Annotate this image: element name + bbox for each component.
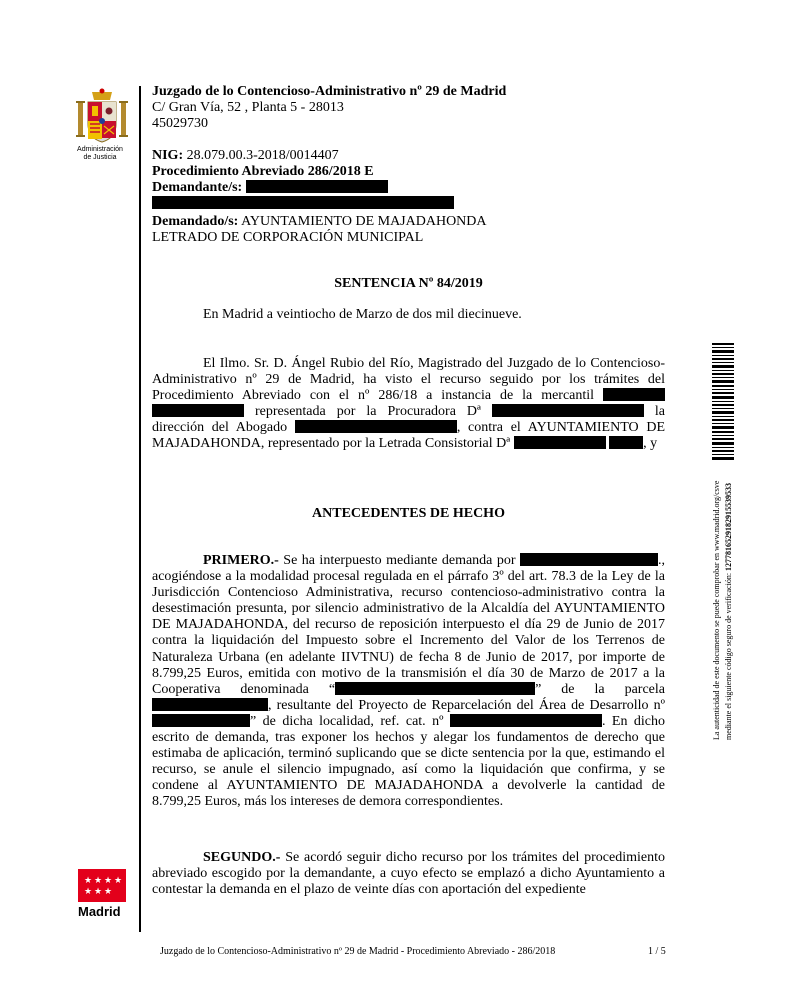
redaction — [152, 698, 268, 711]
verification-text: mediante el siguiente código seguro de verificación: — [724, 570, 733, 740]
intro-paragraph — [152, 356, 665, 453]
redaction — [295, 420, 457, 433]
sentence-title: SENTENCIA Nº 84/2019 — [334, 276, 483, 291]
plaintiff-line — [152, 180, 506, 196]
intro-text-4: , contra el AYUNTAMIENTO DE MAJADAHONDA, representado por la Letrada Consistorial Dª — [152, 420, 665, 452]
nig-label: NIG: — [152, 148, 184, 163]
logo-label-line1: Administración — [77, 146, 123, 153]
primero-text-3: ” de la parcela — [535, 681, 665, 697]
svg-text:★: ★ — [104, 887, 113, 897]
redaction — [335, 682, 535, 695]
svg-text:★: ★ — [84, 876, 93, 886]
coat-of-arms-icon — [76, 88, 128, 144]
administracion-justicia-label — [72, 146, 128, 162]
madrid-stars-icon — [78, 869, 126, 902]
redaction — [450, 714, 602, 727]
segundo-label: SEGUNDO.- — [203, 850, 281, 865]
primero-text-5: ” de dicha localidad, ref. cat. nº — [250, 713, 450, 729]
madrid-label: Madrid — [78, 904, 121, 919]
segundo-paragraph — [152, 850, 665, 898]
intro-text-5: , y — [643, 436, 658, 452]
primero-text-4: , resultante del Proyecto de Reparcelación del Área de Desarrollo nº — [268, 697, 665, 713]
primero-label: PRIMERO.- — [203, 553, 279, 568]
intro-text-2: representada por la Procuradora Dª — [244, 404, 492, 420]
nig-line — [152, 148, 506, 164]
defendant-line-2: LETRADO DE CORPORACIÓN MUNICIPAL — [152, 230, 424, 245]
redaction — [603, 388, 665, 401]
court-address: C/ Gran Vía, 52 , Planta 5 - 28013 — [152, 100, 344, 115]
svg-text:★: ★ — [84, 887, 93, 897]
intro-text-3: la dirección del Abogado — [152, 404, 665, 436]
logo-label-line2: de Justicia — [83, 154, 117, 161]
defendant-value: AYUNTAMIENTO DE MAJADAHONDA — [238, 214, 487, 229]
svg-text:★: ★ — [114, 876, 123, 886]
redaction — [492, 404, 644, 417]
redaction — [609, 436, 643, 449]
barcode-icon — [712, 343, 734, 461]
procedure-number: Procedimiento Abreviado 286/2018 E — [152, 164, 374, 179]
redaction — [246, 180, 388, 193]
intro-text-1: El Ilmo. Sr. D. Ángel Rubio del Río, Magistrado del Juzgado de lo Contencioso-Administrativo nº 29 de Madrid, ha visto el recurso seguido por los trámites del Procedimiento Abreviado con el nº 286/18 a instancia de la mercantil — [152, 356, 665, 404]
page-footer: Juzgado de lo Contencioso-Administrativo nº 29 de Madrid - Procedimiento Abreviado - 286/2018 — [160, 946, 556, 957]
plaintiff-line-2 — [152, 196, 506, 212]
svg-text:★: ★ — [104, 876, 113, 886]
defendant-label: Demandado/s: — [152, 214, 239, 229]
svg-text:★: ★ — [94, 876, 103, 886]
date-line: En Madrid a veintiocho de Marzo de dos mil diecinueve. — [203, 307, 522, 322]
verification-line-2 — [724, 483, 733, 740]
segundo-text: Se acordó seguir dicho recurso por los trámites del procedimiento abreviado escogido por la demandante, a cuyo efecto se emplazó a dicho Ayuntamiento a contestar la demanda en el plazo de veinte días con aportación del expediente — [152, 850, 665, 898]
page-number: 1 / 5 — [648, 946, 666, 957]
antecedentes-heading: ANTECEDENTES DE HECHO — [312, 506, 505, 521]
court-code: 45029730 — [152, 116, 208, 131]
primero-text-1: Se ha interpuesto mediante demanda por — [278, 553, 520, 568]
redaction — [152, 404, 244, 417]
redaction — [514, 436, 606, 449]
verification-line-1: La autenticidad de este documento se puede comprobar en www.madrid.org/csve — [712, 480, 721, 740]
primero-text-6: . En dicho escrito de demanda, tras exponer los hechos y alegar los fundamentos de derecho que estimaba de aplicación, terminó suplicando que se dicte sentencia por la que, estimando el recurso, se anule el silencio impugnado, así como la liquidación que confirma, y se condene al AYUNTAMIENTO DE MAJADAHONDA a devolverle la cantidad de 8.799,25 Euros, más los intereses de demora correspondientes. — [152, 713, 665, 810]
primero-text-2: ., acogiéndose a la modalidad procesal regulada en el párrafo 3º del art. 78.3 de la Ley de la Jurisdicción Contencioso Administrativa, recurso contencioso-administrativo contra la desestimación presunta, por silencio administrativo de la Alcaldía del AYUNTAMIENTO DE MAJADAHONDA, del recurso de reposición interpuesto el día 29 de Junio de 2017 contra la liquidación del Impuesto sobre el Incremento del Valor de los Terrenos de Naturaleza Urbana (en adelante IIVTNU) de fecha 8 de Junio de 2017, por importe de 8.799,25 Euros, emitida con motivo de la transmisión el día 30 de Marzo de 2017 a la Cooperativa denominada “ — [152, 553, 665, 697]
plaintiff-label: Demandante/s: — [152, 180, 243, 195]
nig-value: 28.079.00.3-2018/0014407 — [183, 148, 339, 163]
defendant-line — [152, 214, 506, 230]
verification-code: 1277816529182915539533 — [724, 482, 733, 571]
case-header — [152, 84, 506, 246]
primero-paragraph — [152, 553, 665, 811]
court-name: Juzgado de lo Contencioso-Administrativo nº 29 de Madrid — [152, 84, 507, 99]
margin-rule — [139, 86, 141, 932]
redaction — [520, 553, 658, 566]
redaction — [152, 196, 454, 209]
redaction — [152, 714, 250, 727]
svg-text:★: ★ — [94, 887, 103, 897]
